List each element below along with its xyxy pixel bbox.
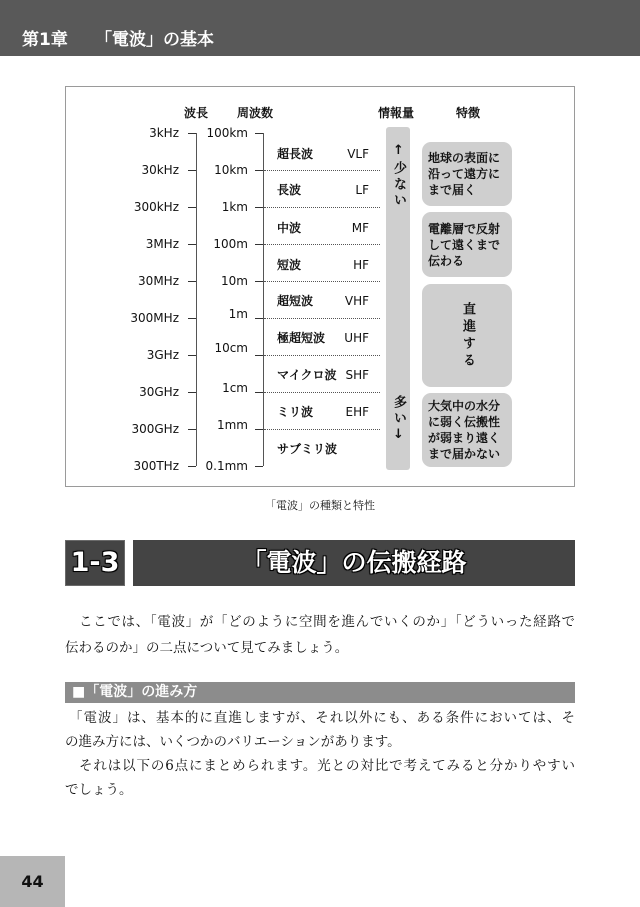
band-name: 長波 [277,183,302,197]
band-code: MF [351,221,369,235]
wavelength-label: 10km [214,163,248,177]
band-code: HF [353,258,369,272]
paragraph-line: それは以下の6点にまとめられます。光との対比で考えてみると分かりやすい [79,758,575,774]
chapter-header [0,0,640,56]
wavelength-label: 1cm [222,381,248,395]
frequency-label: 300MHz [130,311,179,325]
figure-caption: 「電波」の種類と特性 [265,499,375,512]
info-more-label: 多い↓ [391,395,406,445]
frequency-label: 300THz [133,459,179,473]
band-name: 中波 [277,221,302,235]
band-separator [264,207,380,208]
paragraph-line: の進み方には、いくつかのバリエーションがあります。 [65,734,401,750]
paragraph-line: 「電波」は、基本的に直進しますが、それ以外にも、ある条件においては、そ [69,710,575,726]
band-row [277,404,369,420]
band-name: 短波 [277,258,302,272]
band-name: 超短波 [277,294,314,308]
paragraph-line: 伝わるのか」の二点について見てみましょう。 [65,640,349,656]
band-separator [264,170,380,171]
scale-tick [255,244,263,245]
band-separator [264,392,380,393]
scale-tick [255,170,263,171]
band-code: VLF [347,147,369,161]
scale-tick [255,355,263,356]
band-name: マイクロ波 [277,368,337,382]
band-code: VHF [344,294,369,308]
wavelength-label: 1m [228,307,248,321]
band-code: EHF [345,405,369,419]
feature-text-line: 地球の表面に [428,151,501,165]
column-header: 特徴 [455,106,480,120]
section-number: 1-3 [65,540,125,586]
page-number: 44 [21,872,44,891]
band-separator [264,281,380,282]
wavelength-label: 10cm [214,341,248,355]
band-code: SHF [345,368,369,382]
column-header: 波長 [183,106,208,120]
scale-tick [255,466,263,467]
feature-text-line: まで届く [428,183,477,197]
band-separator [264,429,380,430]
band-code: UHF [344,331,369,345]
band-name: サブミリ波 [277,442,338,456]
band-row [277,367,369,383]
frequency-label: 3GHz [146,348,179,362]
band-row [277,182,369,198]
band-row [277,330,369,346]
band-separator [264,355,380,356]
information-amount-bar [386,127,410,470]
band-name: ミリ波 [277,405,314,419]
band-code: LF [355,183,369,197]
band-row [277,146,369,162]
feature-text-line: 電離層で反射 [428,221,501,236]
paragraph-line: でしょう。 [65,782,133,798]
band-row [277,220,369,236]
scale-tick [255,207,263,208]
body-paragraph [65,706,575,754]
info-less-label: ↑少ない [391,143,406,209]
band-row [277,257,369,273]
frequency-label: 300GHz [131,422,179,436]
feature-box [422,284,512,387]
wavelength-label: 100m [213,237,248,251]
subsection-title: ■「電波」の進み方 [72,684,198,700]
chapter-title: 「電波」の基本 [95,30,214,50]
scale-tick [255,281,263,282]
paragraph-line: ここでは、「電波」が「どのように空間を進んでいくのか」「どういった経路で [79,614,575,630]
frequency-label: 30MHz [138,274,179,288]
body-paragraph [65,754,575,802]
section-title-bar [133,540,575,586]
wavelength-label: 1mm [216,418,248,432]
feature-text-vertical: 直進する [460,301,475,370]
right-scale-line [263,133,264,466]
feature-text-line: が弱まり遠く [428,431,501,445]
section-title: 「電波」の伝搬経路 [241,548,467,577]
band-row [277,293,369,309]
feature-text-line: に弱く伝搬性 [428,415,501,429]
band-row [277,441,369,457]
frequency-label: 3kHz [149,126,179,140]
chapter-number: 第1章 [22,30,68,50]
feature-text-line: 伝わる [428,253,465,268]
band-separator [264,318,380,319]
wavelength-label: 1km [221,200,248,214]
frequency-label: 300kHz [133,200,179,214]
band-separator [264,244,380,245]
frequency-label: 30GHz [139,385,179,399]
intro-paragraph [65,609,575,661]
wavelength-label: 10m [221,274,248,288]
scale-tick [255,133,263,134]
feature-text-line: 大気中の水分 [428,399,501,413]
subsection-heading-bar [65,682,575,703]
feature-box [422,212,512,277]
feature-text-line: まで届かない [428,447,501,461]
frequency-label: 3MHz [145,237,179,251]
band-name: 超長波 [277,147,314,161]
wavelength-label: 100km [206,126,248,140]
wavelength-label: 0.1mm [205,459,248,473]
scale-tick [255,429,263,430]
scale-tick [255,392,263,393]
feature-text-line: 沿って遠方に [428,167,501,181]
radio-wave-types-figure [65,86,575,487]
column-header: 周波数 [236,106,273,120]
scale-tick [255,318,263,319]
column-header: 情報量 [377,106,414,120]
frequency-label: 30kHz [141,163,179,177]
feature-box [422,142,512,206]
band-name: 極超短波 [277,331,326,345]
feature-box [422,393,512,467]
page-number-tab [0,856,65,907]
feature-text-line: して遠くまで [428,237,501,252]
